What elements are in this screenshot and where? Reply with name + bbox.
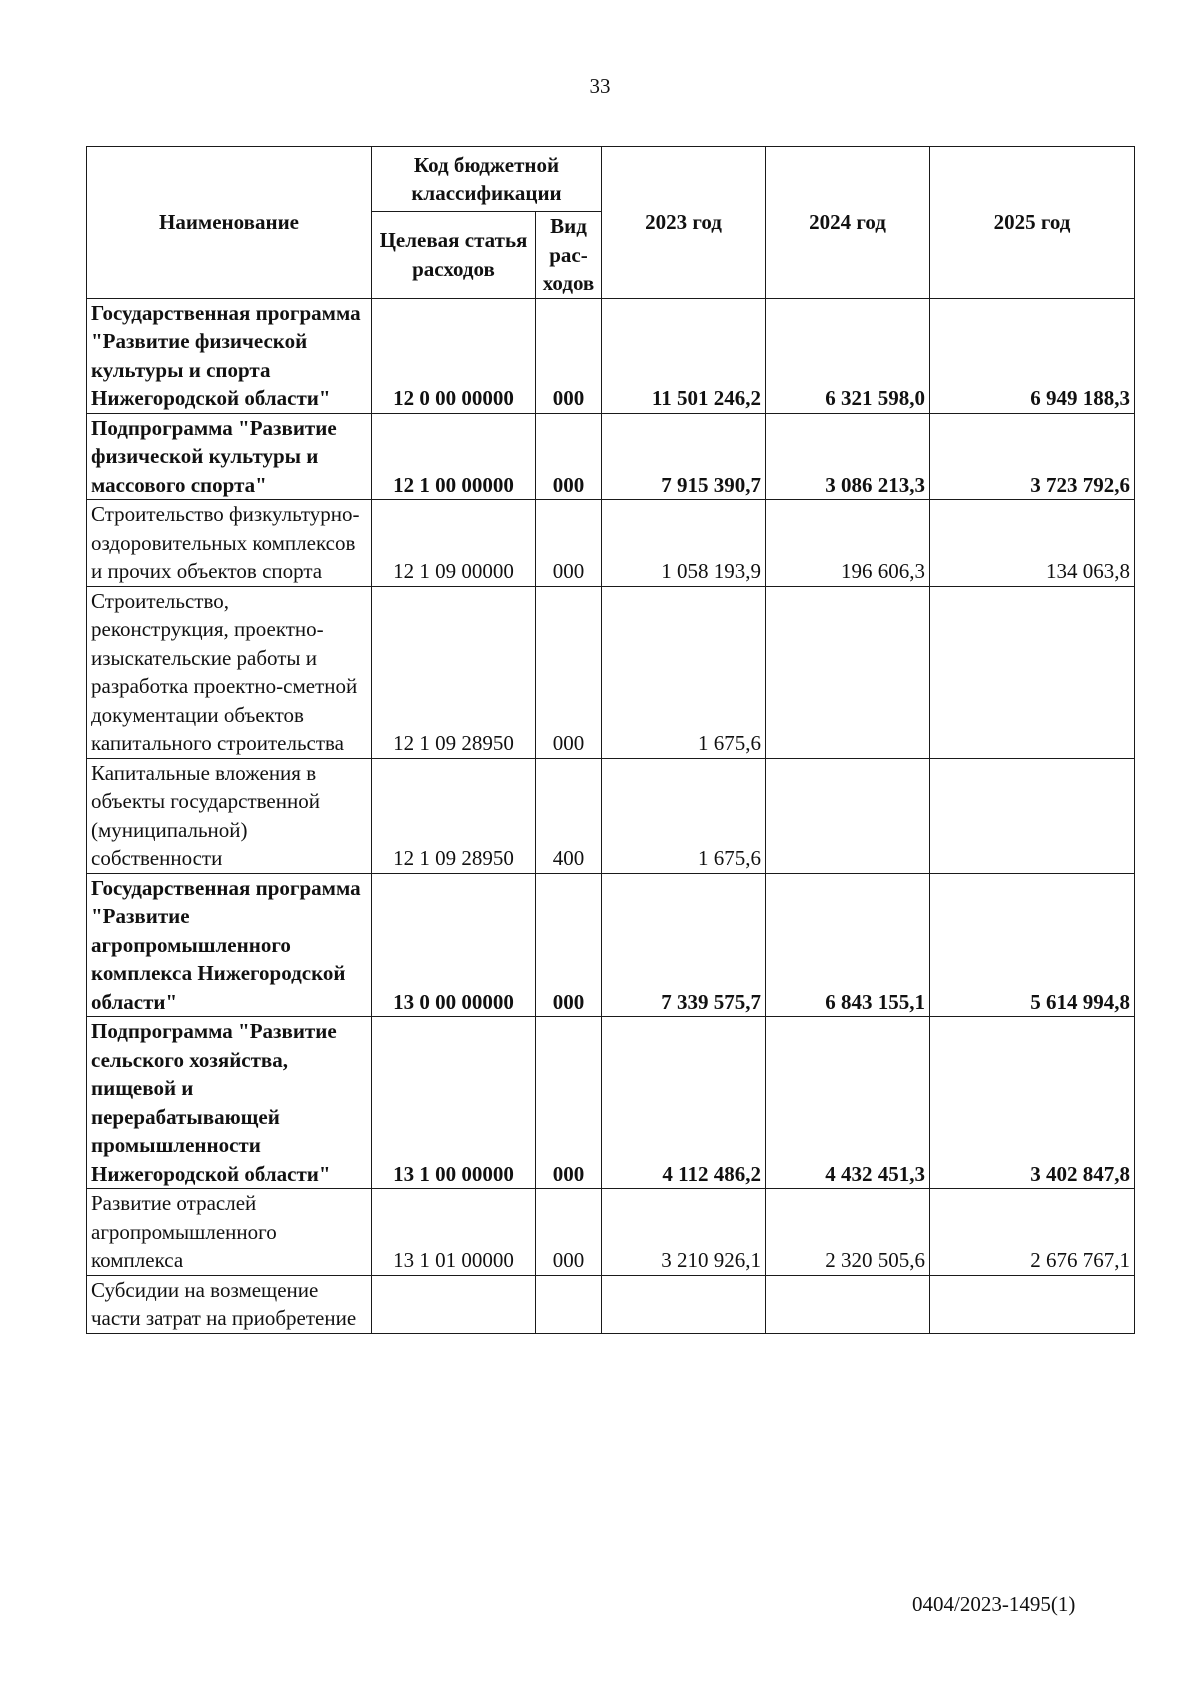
cell-2023: 4 112 486,2 xyxy=(602,1017,766,1189)
cell-name: Государственная программа "Развитие физической культуры и спорта Нижегородской области" xyxy=(87,298,372,413)
cell-2024: 2 320 505,6 xyxy=(766,1189,930,1276)
cell-name: Строительство, реконструкция, проектно-изыскательские работы и разработка проектно-сметной документации объектов капитального строительства xyxy=(87,586,372,758)
cell-expense-kind: 000 xyxy=(536,500,602,587)
cell-target-code: 13 1 01 00000 xyxy=(372,1189,536,1276)
table-row xyxy=(87,1275,1135,1333)
cell-expense-kind: 000 xyxy=(536,1017,602,1189)
cell-target-code: 12 1 09 00000 xyxy=(372,500,536,587)
header-name: Наименование xyxy=(87,147,372,299)
cell-2024 xyxy=(766,586,930,758)
cell-2024: 196 606,3 xyxy=(766,500,930,587)
cell-name: Развитие отраслей агропромышленного комплекса xyxy=(87,1189,372,1276)
cell-2025 xyxy=(930,1275,1135,1333)
header-code-group: Код бюджетной классификации xyxy=(372,147,602,212)
table-row xyxy=(87,586,1135,758)
cell-name: Строительство физкультурно-оздоровительных комплексов и прочих объектов спорта xyxy=(87,500,372,587)
cell-name: Субсидии на возмещение части затрат на приобретение xyxy=(87,1275,372,1333)
cell-2024: 6 843 155,1 xyxy=(766,873,930,1017)
cell-2023: 1 675,6 xyxy=(602,758,766,873)
cell-target-code: 12 0 00 00000 xyxy=(372,298,536,413)
cell-expense-kind: 400 xyxy=(536,758,602,873)
cell-name: Подпрограмма "Развитие физической культуры и массового спорта" xyxy=(87,413,372,500)
cell-2024: 3 086 213,3 xyxy=(766,413,930,500)
table-row xyxy=(87,758,1135,873)
table-row xyxy=(87,500,1135,587)
table-row xyxy=(87,1189,1135,1276)
cell-2025 xyxy=(930,586,1135,758)
cell-2023: 11 501 246,2 xyxy=(602,298,766,413)
cell-target-code: 13 0 00 00000 xyxy=(372,873,536,1017)
cell-expense-kind: 000 xyxy=(536,1189,602,1276)
cell-expense-kind: 000 xyxy=(536,298,602,413)
cell-2025: 134 063,8 xyxy=(930,500,1135,587)
cell-2025: 3 723 792,6 xyxy=(930,413,1135,500)
table-row xyxy=(87,298,1135,413)
cell-2025: 5 614 994,8 xyxy=(930,873,1135,1017)
cell-2025: 6 949 188,3 xyxy=(930,298,1135,413)
budget-table xyxy=(86,146,1135,1334)
header-2023: 2023 год xyxy=(602,147,766,299)
table-row xyxy=(87,1017,1135,1189)
cell-2023: 1 675,6 xyxy=(602,586,766,758)
cell-2025: 2 676 767,1 xyxy=(930,1189,1135,1276)
cell-2025: 3 402 847,8 xyxy=(930,1017,1135,1189)
cell-name: Государственная программа "Развитие агропромышленного комплекса Нижегородской области" xyxy=(87,873,372,1017)
cell-name: Капитальные вложения в объекты государственной (муниципальной) собственности xyxy=(87,758,372,873)
header-2024: 2024 год xyxy=(766,147,930,299)
document-code: 0404/2023-1495(1) xyxy=(912,1592,1076,1616)
cell-2023: 7 915 390,7 xyxy=(602,413,766,500)
page-number: 33 xyxy=(589,74,611,98)
cell-target-code: 12 1 00 00000 xyxy=(372,413,536,500)
table-header xyxy=(87,147,1135,299)
table-body xyxy=(87,298,1135,1333)
header-expense-kind: Вид рас-ходов xyxy=(536,212,602,299)
cell-2024 xyxy=(766,758,930,873)
cell-2024 xyxy=(766,1275,930,1333)
table-row xyxy=(87,873,1135,1017)
cell-target-code: 12 1 09 28950 xyxy=(372,586,536,758)
cell-2024: 4 432 451,3 xyxy=(766,1017,930,1189)
cell-2025 xyxy=(930,758,1135,873)
table-row xyxy=(87,413,1135,500)
cell-2023 xyxy=(602,1275,766,1333)
cell-expense-kind: 000 xyxy=(536,873,602,1017)
cell-target-code xyxy=(372,1275,536,1333)
cell-expense-kind xyxy=(536,1275,602,1333)
header-2025: 2025 год xyxy=(930,147,1135,299)
cell-name: Подпрограмма "Развитие сельского хозяйства, пищевой и перерабатывающей промышленности Нижегородской области" xyxy=(87,1017,372,1189)
header-target-article: Целевая статья расходов xyxy=(372,212,536,299)
cell-target-code: 13 1 00 00000 xyxy=(372,1017,536,1189)
cell-2023: 1 058 193,9 xyxy=(602,500,766,587)
cell-2024: 6 321 598,0 xyxy=(766,298,930,413)
cell-expense-kind: 000 xyxy=(536,586,602,758)
cell-expense-kind: 000 xyxy=(536,413,602,500)
cell-2023: 7 339 575,7 xyxy=(602,873,766,1017)
cell-2023: 3 210 926,1 xyxy=(602,1189,766,1276)
cell-target-code: 12 1 09 28950 xyxy=(372,758,536,873)
